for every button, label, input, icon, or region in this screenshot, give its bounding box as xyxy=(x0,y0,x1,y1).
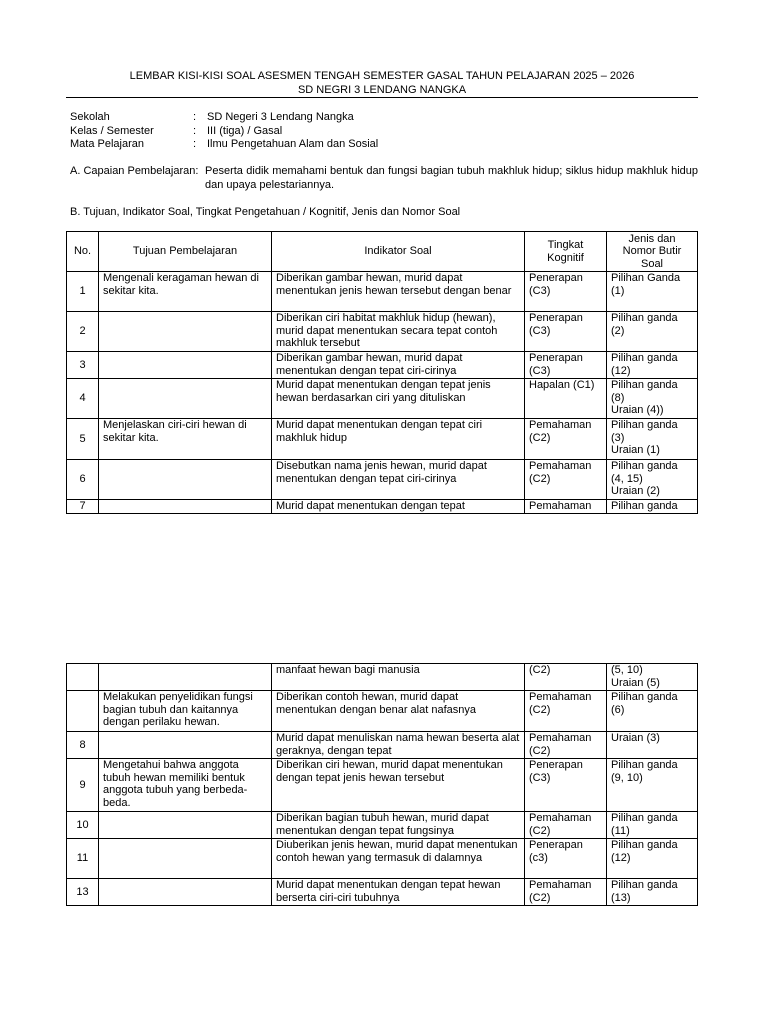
table-row xyxy=(67,691,698,732)
info-colon: : xyxy=(193,124,197,137)
table-row xyxy=(67,759,698,812)
cell-tingkat: Pemahaman xyxy=(525,500,607,514)
cell-jenis: Pilihan ganda (6) xyxy=(607,691,698,732)
cell-indikator: Diberikan ciri habitat makhluk hidup (hewan), murid dapat menentukan secara tepat contoh makhluk tersebut xyxy=(272,312,525,352)
cell-tujuan: Mengetahui bahwa anggota tubuh hewan memiliki bentuk anggota tubuh yang berbeda-beda. xyxy=(99,759,272,812)
cell-jenis: Pilihan ganda (8) Uraian (4)) xyxy=(607,379,698,419)
cell-tingkat: Penerapan (C3) xyxy=(525,352,607,379)
header-tingkat: Tingkat Kognitif xyxy=(525,232,607,272)
cell-tingkat: Hapalan (C1) xyxy=(525,379,607,419)
cell-tujuan xyxy=(99,879,272,906)
cell-tingkat: Penerapan (c3) xyxy=(525,839,607,879)
cell-tujuan xyxy=(99,732,272,759)
kisi-kisi-table-page2 xyxy=(66,663,698,906)
cell-tujuan xyxy=(99,460,272,500)
table-row xyxy=(67,879,698,906)
cell-indikator: Murid dapat menentukan dengan tepat ciri makhluk hidup xyxy=(272,419,525,460)
cell-no: 4 xyxy=(67,379,99,419)
cell-tujuan xyxy=(99,312,272,352)
info-value: Ilmu Pengetahuan Alam dan Sosial xyxy=(207,138,379,150)
cell-jenis: Pilihan ganda (9, 10) xyxy=(607,759,698,812)
cell-tingkat: Pemahaman (C2) xyxy=(525,879,607,906)
table-row xyxy=(67,664,698,691)
section-b-heading: B. Tujuan, Indikator Soal, Tingkat Pengetahuan / Kognitif, Jenis dan Nomor Soal xyxy=(70,206,461,218)
cell-tingkat: Pemahaman (C2) xyxy=(525,691,607,732)
cell-indikator: Murid dapat menentukan dengan tepat xyxy=(272,500,525,514)
cell-jenis: Pilihan ganda (13) xyxy=(607,879,698,906)
table-row xyxy=(67,379,698,419)
table-row xyxy=(67,272,698,312)
table-row xyxy=(67,460,698,500)
cell-tingkat: Penerapan (C3) xyxy=(525,312,607,352)
cell-indikator: Murid dapat menuliskan nama hewan beserta alat geraknya, dengan tepat xyxy=(272,732,525,759)
info-label: Kelas / Semester xyxy=(70,124,154,137)
capaian-label: A. Capaian Pembelajaran: xyxy=(70,165,199,177)
cell-jenis: Pilihan ganda (2) xyxy=(607,312,698,352)
info-colon: : xyxy=(193,138,197,150)
header-tujuan: Tujuan Pembelajaran xyxy=(99,232,272,272)
cell-jenis: Pilihan ganda (4, 15) Uraian (2) xyxy=(607,460,698,500)
info-label: Mata Pelajaran xyxy=(70,138,144,150)
cell-no xyxy=(67,664,99,691)
cell-tujuan xyxy=(99,839,272,879)
cell-jenis: Pilihan ganda (3) Uraian (1) xyxy=(607,419,698,460)
header-no: No. xyxy=(67,232,99,272)
cell-indikator: Diberikan gambar hewan, murid dapat menentukan jenis hewan tersebut dengan benar xyxy=(272,272,525,312)
table-row xyxy=(67,812,698,839)
info-row-kelas xyxy=(70,125,378,139)
cell-jenis: Uraian (3) xyxy=(607,732,698,759)
cell-indikator: manfaat hewan bagi manusia xyxy=(272,664,525,691)
cell-tingkat: (C2) xyxy=(525,664,607,691)
school-title: SD NEGRI 3 LENDANG NANGKA xyxy=(297,84,467,96)
cell-jenis: Pilihan Ganda (1) xyxy=(607,272,698,312)
cell-tingkat: Pemahaman (C2) xyxy=(525,419,607,460)
cell-tingkat: Pemahaman (C2) xyxy=(525,812,607,839)
header-indikator: Indikator Soal xyxy=(272,232,525,272)
cell-indikator: Diuberikan jenis hewan, murid dapat menentukan contoh hewan yang termasuk di dalamnya xyxy=(272,839,525,879)
cell-tujuan: Menjelaskan ciri-ciri hewan di sekitar kita. xyxy=(99,419,272,460)
table-row xyxy=(67,312,698,352)
cell-no: 8 xyxy=(67,732,99,759)
cell-tujuan xyxy=(99,500,272,514)
capaian-text: Peserta didik memahami bentuk dan fungsi bagian tubuh makhluk hidup; siklus hidup makhluk hidup dan upaya pelestariannya. xyxy=(205,165,698,191)
info-row-mapel xyxy=(70,138,378,152)
cell-no: 2 xyxy=(67,312,99,352)
cell-tingkat: Penerapan (C3) xyxy=(525,759,607,812)
cell-indikator: Diberikan gambar hewan, murid dapat menentukan dengan tepat ciri-cirinya xyxy=(272,352,525,379)
cell-no: 10 xyxy=(67,812,99,839)
cell-indikator: Disebutkan nama jenis hewan, murid dapat menentukan dengan tepat ciri-cirinya xyxy=(272,460,525,500)
cell-jenis: Pilihan ganda (11) xyxy=(607,812,698,839)
cell-indikator: Diberikan contoh hewan, murid dapat menentukan dengan benar alat nafasnya xyxy=(272,691,525,732)
cell-tujuan xyxy=(99,664,272,691)
table-row xyxy=(67,839,698,879)
header-jenis: Jenis dan Nomor Butir Soal xyxy=(607,232,698,272)
cell-tujuan xyxy=(99,352,272,379)
table-row xyxy=(67,352,698,379)
cell-no: 7 xyxy=(67,500,99,514)
info-row-sekolah xyxy=(70,111,378,125)
cell-indikator: Murid dapat menentukan dengan tepat hewan berserta ciri-ciri tubuhnya xyxy=(272,879,525,906)
info-label: Sekolah xyxy=(70,111,110,123)
info-value: SD Negeri 3 Lendang Nangka xyxy=(207,111,354,123)
cell-tujuan: Mengenali keragaman hewan di sekitar kita. xyxy=(99,272,272,312)
cell-no: 6 xyxy=(67,460,99,500)
cell-jenis: Pilihan ganda xyxy=(607,500,698,514)
cell-tujuan xyxy=(99,379,272,419)
cell-jenis: (5, 10) Uraian (5) xyxy=(607,664,698,691)
cell-indikator: Diberikan bagian tubuh hewan, murid dapat menentukan dengan tepat fungsinya xyxy=(272,812,525,839)
cell-no: 5 xyxy=(67,419,99,460)
document-title: LEMBAR KISI-KISI SOAL ASESMEN TENGAH SEMESTER GASAL TAHUN PELAJARAN 2025 – 2026 xyxy=(129,70,635,82)
cell-tujuan: Melakukan penyelidikan fungsi bagian tubuh dan kaitannya dengan perilaku hewan. xyxy=(99,691,272,732)
cell-no: 3 xyxy=(67,352,99,379)
cell-jenis: Pilihan ganda (12) xyxy=(607,352,698,379)
cell-tujuan xyxy=(99,812,272,839)
table-header-row xyxy=(67,232,698,272)
table-row xyxy=(67,500,698,514)
cell-indikator: Murid dapat menentukan dengan tepat jenis hewan berdasarkan ciri yang dituliskan xyxy=(272,379,525,419)
kisi-kisi-table-page1 xyxy=(66,231,698,514)
identity-block xyxy=(70,111,378,152)
info-value: III (tiga) / Gasal xyxy=(207,124,283,137)
cell-no: 1 xyxy=(67,272,99,312)
cell-tingkat: Penerapan (C3) xyxy=(525,272,607,312)
table-row xyxy=(67,419,698,460)
table-row xyxy=(67,732,698,759)
cell-tingkat: Pemahaman (C2) xyxy=(525,460,607,500)
cell-tingkat: Pemahaman (C2) xyxy=(525,732,607,759)
cell-no: 13 xyxy=(67,879,99,906)
cell-no xyxy=(67,691,99,732)
info-colon: : xyxy=(193,111,197,123)
title-divider xyxy=(66,97,698,98)
cell-indikator: Diberikan ciri hewan, murid dapat menentukan dengan tepat jenis hewan tersebut xyxy=(272,759,525,812)
cell-no: 9 xyxy=(67,759,99,812)
cell-jenis: Pilihan ganda (12) xyxy=(607,839,698,879)
cell-no: 11 xyxy=(67,839,99,879)
